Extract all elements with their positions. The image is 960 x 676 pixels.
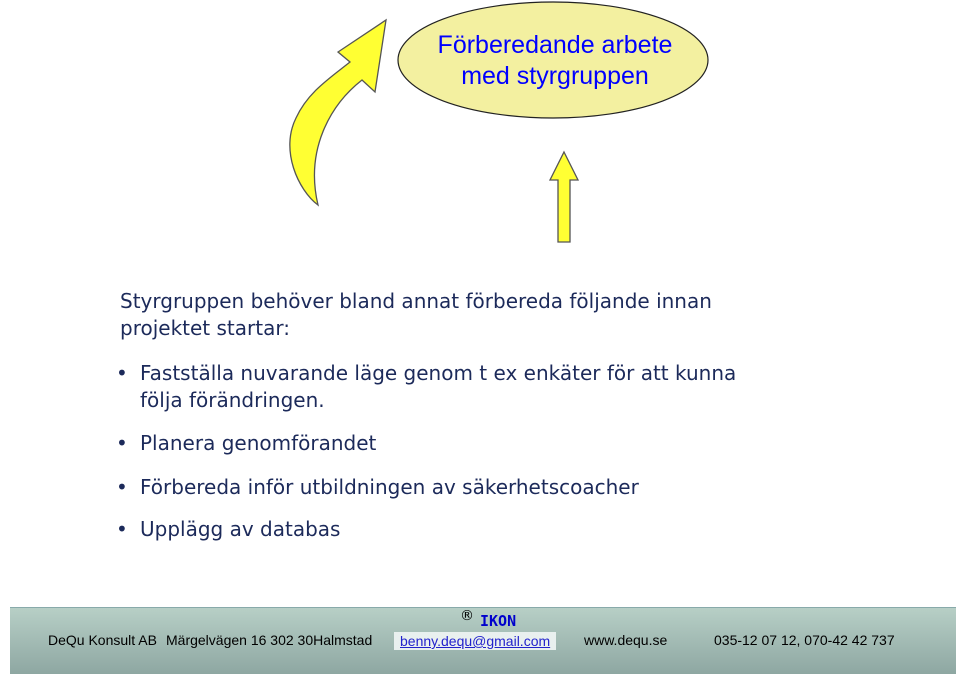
title-box-text: [400, 30, 710, 92]
bullet-dot: •: [116, 361, 128, 385]
list-item: [116, 360, 900, 414]
curved-arrow-icon: [290, 20, 386, 205]
bullet-text: Planera genomförandet: [140, 431, 377, 455]
registered-mark: ®: [460, 608, 474, 624]
brand-name: IKON: [480, 612, 517, 630]
list-item: [116, 474, 900, 501]
bullet-text-cont: följa förändringen.: [140, 388, 325, 412]
brand-logo: [460, 608, 517, 630]
intro-text: [120, 288, 900, 342]
up-arrow-icon: [550, 152, 578, 242]
bullet-dot: •: [116, 431, 128, 455]
address: Märgelvägen 16 302 30Halmstad: [166, 632, 373, 648]
list-item: [116, 430, 900, 457]
intro-line-2: projektet startar:: [120, 316, 290, 340]
email-link[interactable]: benny.dequ@gmail.com: [394, 632, 556, 650]
bullet-text: Fastställa nuvarande läge genom t ex enkäter för att kunna: [140, 361, 737, 385]
bullet-text: Upplägg av databas: [140, 517, 341, 541]
list-item: [116, 516, 900, 543]
bullet-dot: •: [116, 517, 128, 541]
footer-bar: [10, 607, 956, 674]
intro-line-1: Styrgruppen behöver bland annat förbereda följande innan: [120, 289, 712, 313]
company-name: DeQu Konsult AB: [48, 632, 157, 648]
title-line-2: med styrgruppen: [461, 62, 649, 90]
title-line-1: Förberedande arbete: [437, 31, 673, 59]
bullet-dot: •: [116, 475, 128, 499]
phone-numbers: 035-12 07 12, 070-42 42 737: [714, 632, 895, 648]
bullet-text: Förbereda inför utbildningen av säkerhetscoacher: [140, 475, 639, 499]
website: www.dequ.se: [584, 632, 668, 648]
